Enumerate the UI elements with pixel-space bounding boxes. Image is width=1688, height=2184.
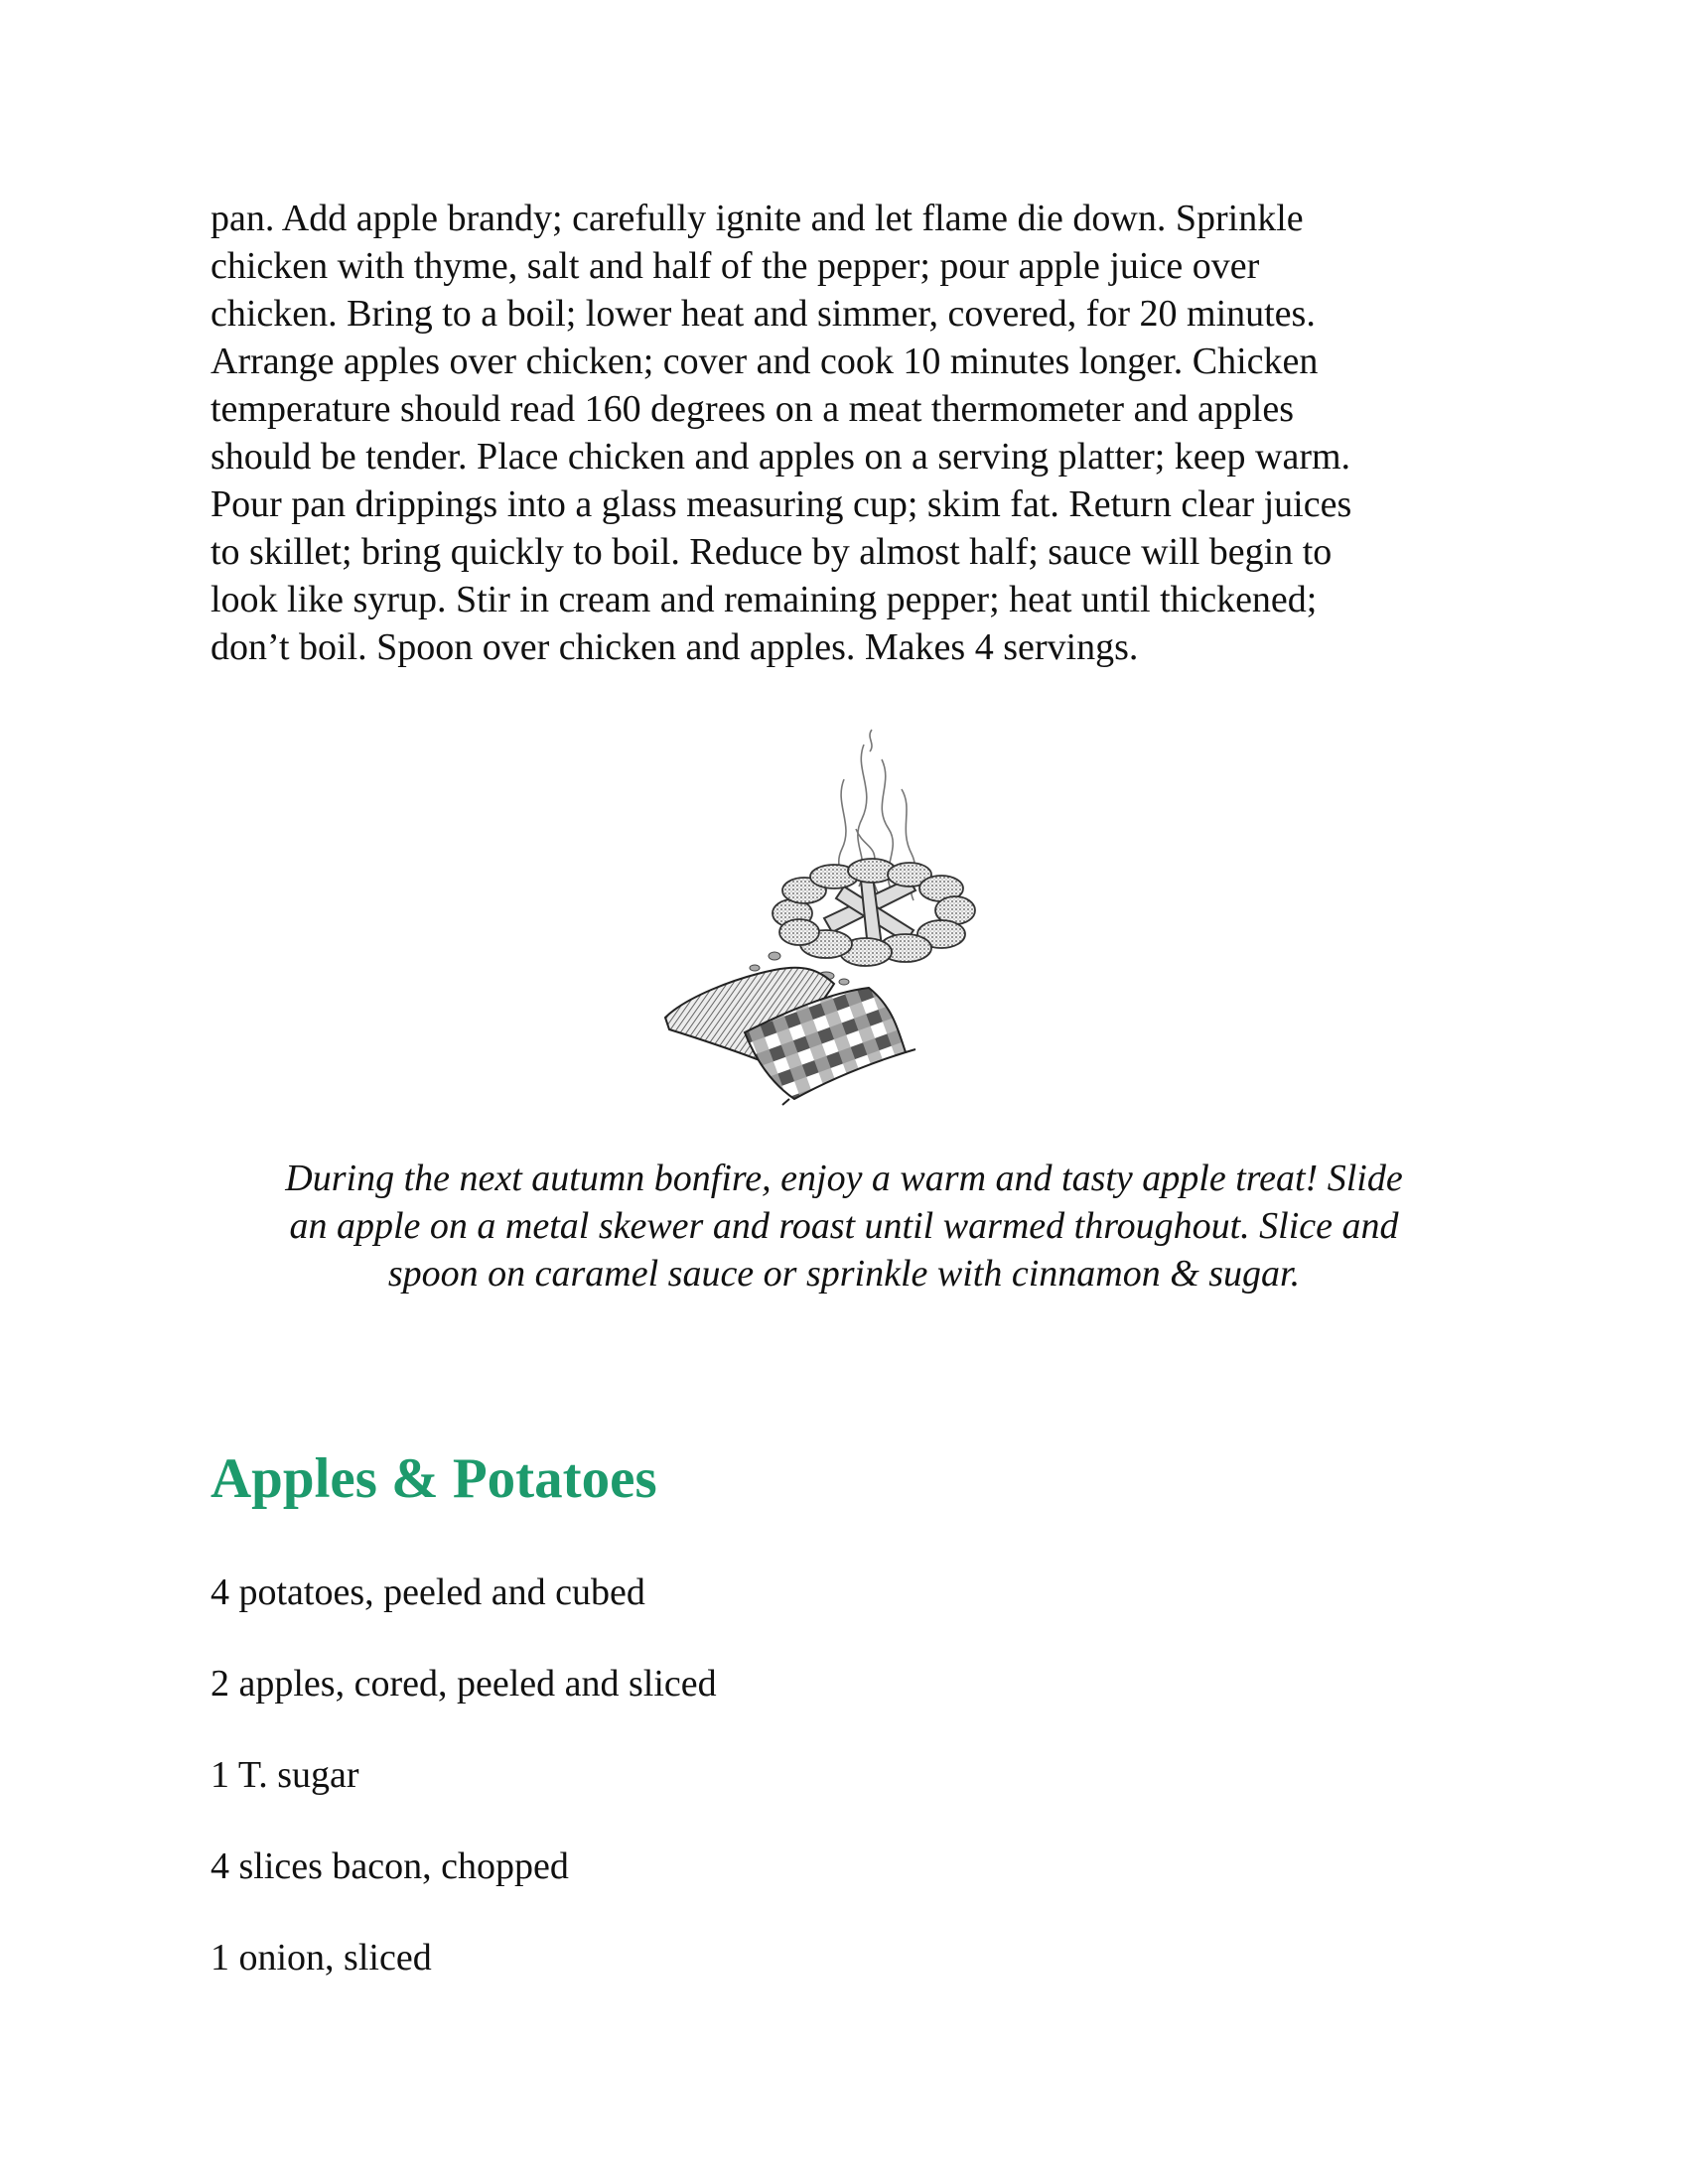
instruction-line: Arrange apples over chicken; cover and cook 10 minutes longer. Chicken: [211, 341, 1319, 382]
ingredient-item: 1 onion, sliced: [211, 1937, 432, 1979]
instruction-line: chicken. Bring to a boil; lower heat and simmer, covered, for 20 minutes.: [211, 293, 1316, 335]
instruction-line: Pour pan drippings into a glass measuring cup; skim fat. Return clear juices: [211, 483, 1352, 525]
ingredient-item: 2 apples, cored, peeled and sliced: [211, 1663, 717, 1705]
campfire-with-pillows-illustration: [645, 710, 1043, 1107]
tip-line: During the next autumn bonfire, enjoy a warm and tasty apple treat! Slide: [285, 1158, 1403, 1199]
ingredient-list: [211, 1569, 717, 2025]
instruction-line: pan. Add apple brandy; carefully ignite and let flame die down. Sprinkle: [211, 198, 1304, 239]
recipe-title: Apples & Potatoes: [211, 1447, 657, 1510]
instruction-line: should be tender. Place chicken and apples on a serving platter; keep warm.: [211, 436, 1351, 478]
instruction-line: chicken with thyme, salt and half of the pepper; pour apple juice over: [211, 245, 1260, 287]
instruction-line: to skillet; bring quickly to boil. Reduce by almost half; sauce will begin to: [211, 531, 1333, 573]
instruction-line: temperature should read 160 degrees on a meat thermometer and apples: [211, 388, 1295, 430]
tip-line: spoon on caramel sauce or sprinkle with cinnamon & sugar.: [387, 1253, 1301, 1295]
ingredient-item: 4 potatoes, peeled and cubed: [211, 1571, 645, 1613]
instruction-line: don’t boil. Spoon over chicken and apples. Makes 4 servings.: [211, 626, 1139, 668]
recipe-instructions: [211, 195, 1501, 671]
bonfire-tip: [211, 1155, 1477, 1297]
instruction-line: look like syrup. Stir in cream and remaining pepper; heat until thickened;: [211, 579, 1318, 620]
ingredient-item: 4 slices bacon, chopped: [211, 1845, 569, 1887]
tip-line: an apple on a metal skewer and roast until warmed throughout. Slice and: [289, 1205, 1399, 1247]
ingredient-item: 1 T. sugar: [211, 1754, 359, 1796]
